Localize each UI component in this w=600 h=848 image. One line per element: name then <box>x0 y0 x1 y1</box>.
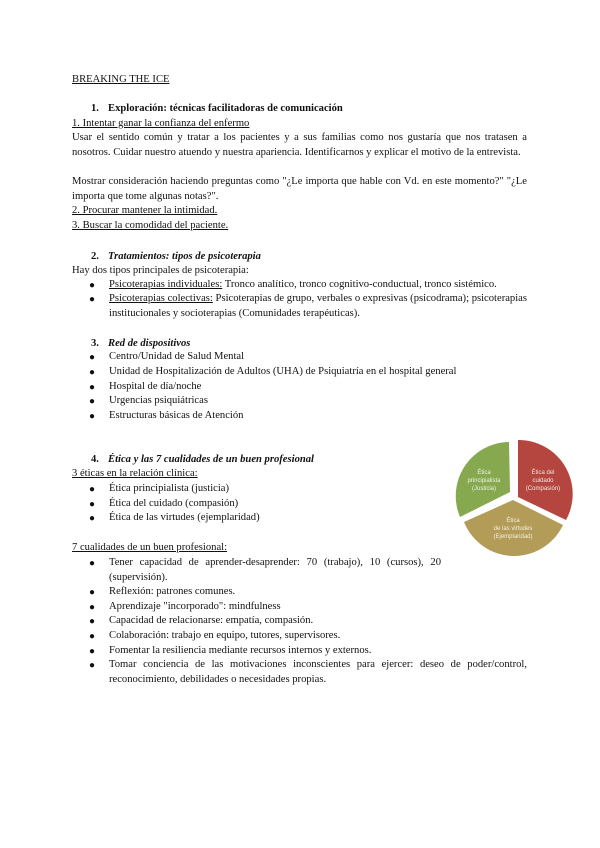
section-number: 2. <box>91 251 99 262</box>
item-text: Psicoterapias de grupo, verbales o expresivas (psicodrama); psicoterapias institucionales y socioterapias (Comunidades terapéuticas). <box>109 293 527 319</box>
pie-label-virtudes-1: Ética <box>506 518 520 524</box>
item-text: Tronco analítico, tronco cognitivo-conductual, tronco sistémico. <box>222 279 497 290</box>
pie-label-principialista-2: principialista <box>467 478 501 484</box>
list-item: Urgencias psiquiátricas <box>109 395 208 406</box>
list-item: Colaboración: trabajo en equipo, tutores, supervisores. <box>109 630 341 641</box>
subheading-intimidad: 2. Procurar mantener la intimidad. <box>72 205 218 216</box>
bullet-icon: ● <box>89 631 96 642</box>
paragraph-sentido-comun: Usar el sentido común y tratar a los pacientes y a sus familias como nos gustaría que nos tratasen a nosotros. Cuidar nuestro atuendo y nuestra apariencia. Identificarnos y explicar el motivo de la entrevista. <box>72 132 527 158</box>
bullet-icon: ● <box>89 411 96 422</box>
bullet-icon: ● <box>89 396 96 407</box>
section-1-heading <box>91 102 343 116</box>
list-item <box>109 278 497 293</box>
bullet-icon: ● <box>89 484 96 495</box>
paragraph-consideracion: Mostrar consideración haciendo preguntas como "¿Le importa que hable con Vd. en este momento?" "¿Le importa que tome algunas notas?". <box>72 176 527 202</box>
bullet-icon: ● <box>89 602 96 613</box>
bullet-icon: ● <box>89 660 96 671</box>
bullet-icon: ● <box>89 646 96 657</box>
list-item: Hospital de día/noche <box>109 381 202 392</box>
list-item: Estructuras básicas de Atención <box>109 410 244 421</box>
bullet-icon: ● <box>89 616 96 627</box>
bullet-icon: ● <box>89 294 96 305</box>
list-item: Fomentar la resiliencia mediante recursos internos y externos. <box>109 645 372 656</box>
list-item: Tomar conciencia de las motivaciones inconscientes para ejercer: deseo de poder/control, reconocimiento, debilidades o necesidades propias. <box>109 659 527 685</box>
pie-label-virtudes-3: (Ejemplaridad) <box>493 534 533 540</box>
bullet-icon: ● <box>89 558 96 569</box>
item-label: Psicoterapias colectivas: <box>109 293 213 304</box>
bullet-icon: ● <box>89 367 96 378</box>
list-item: Ética principialista (justicia) <box>109 483 230 494</box>
pie-label-principialista-3: (Justicia) <box>471 486 497 492</box>
list-item: Unidad de Hospitalización de Adultos (UHA) de Psiquiatría en el hospital general <box>109 366 457 377</box>
section-3-heading <box>91 337 190 351</box>
list-item: Aprendizaje "incorporado": mindfulness <box>109 601 281 612</box>
pie-label-cuidado-1: Ética del <box>531 470 555 476</box>
list-item: Centro/Unidad de Salud Mental <box>109 351 245 362</box>
subheading-confianza: 1. Intentar ganar la confianza del enfermo <box>72 118 250 129</box>
section-number: 4. <box>91 454 99 465</box>
bullet-icon: ● <box>89 280 96 291</box>
pie-label-principialista-1: Ética <box>477 470 491 476</box>
bullet-icon: ● <box>89 513 96 524</box>
ethics-pie-diagram <box>452 434 576 558</box>
document-title <box>72 73 170 87</box>
section-title: Tratamientos: tipos de psicoterapia <box>108 251 261 262</box>
list-item: Tener capacidad de aprender-desaprender: 70 (trabajo), 10 (cursos), 20 (supervisión). <box>109 557 441 583</box>
section-title: Ética y las 7 cualidades de un buen profesional <box>108 454 314 465</box>
bullet-icon: ● <box>89 499 96 510</box>
section-title: Exploración: técnicas facilitadoras de comunicación <box>108 103 343 114</box>
section-2-heading <box>91 250 261 264</box>
section-4-heading <box>91 453 314 467</box>
ethics-title: 3 éticas en la relación clínica: <box>72 468 198 479</box>
list-item: Ética de las virtudes (ejemplaridad) <box>109 512 260 523</box>
intro-psicoterapia: Hay dos tipos principales de psicoterapia: <box>72 265 249 276</box>
list-item: Capacidad de relacionarse: empatía, compasión. <box>109 615 314 626</box>
subheading-comodidad: 3. Buscar la comodidad del paciente. <box>72 220 229 231</box>
section-number: 1. <box>91 103 99 114</box>
section-title: Red de dispositivos <box>108 338 191 349</box>
pie-label-cuidado-2: cuidado <box>532 478 554 484</box>
bullet-icon: ● <box>89 382 96 393</box>
title-text: BREAKING THE ICE <box>72 74 170 85</box>
bullet-icon: ● <box>89 587 96 598</box>
list-item <box>109 292 527 321</box>
bullet-icon: ● <box>89 352 96 363</box>
pie-label-cuidado-3: (Compasión) <box>525 486 561 492</box>
qualities-title: 7 cualidades de un buen profesional: <box>72 542 228 553</box>
list-item: Ética del cuidado (compasión) <box>109 498 239 509</box>
section-number: 3. <box>91 338 99 349</box>
item-label: Psicoterapias individuales: <box>109 279 223 290</box>
pie-label-virtudes-2: de las virtudes <box>493 526 533 532</box>
list-item: Reflexión: patrones comunes. <box>109 586 236 597</box>
